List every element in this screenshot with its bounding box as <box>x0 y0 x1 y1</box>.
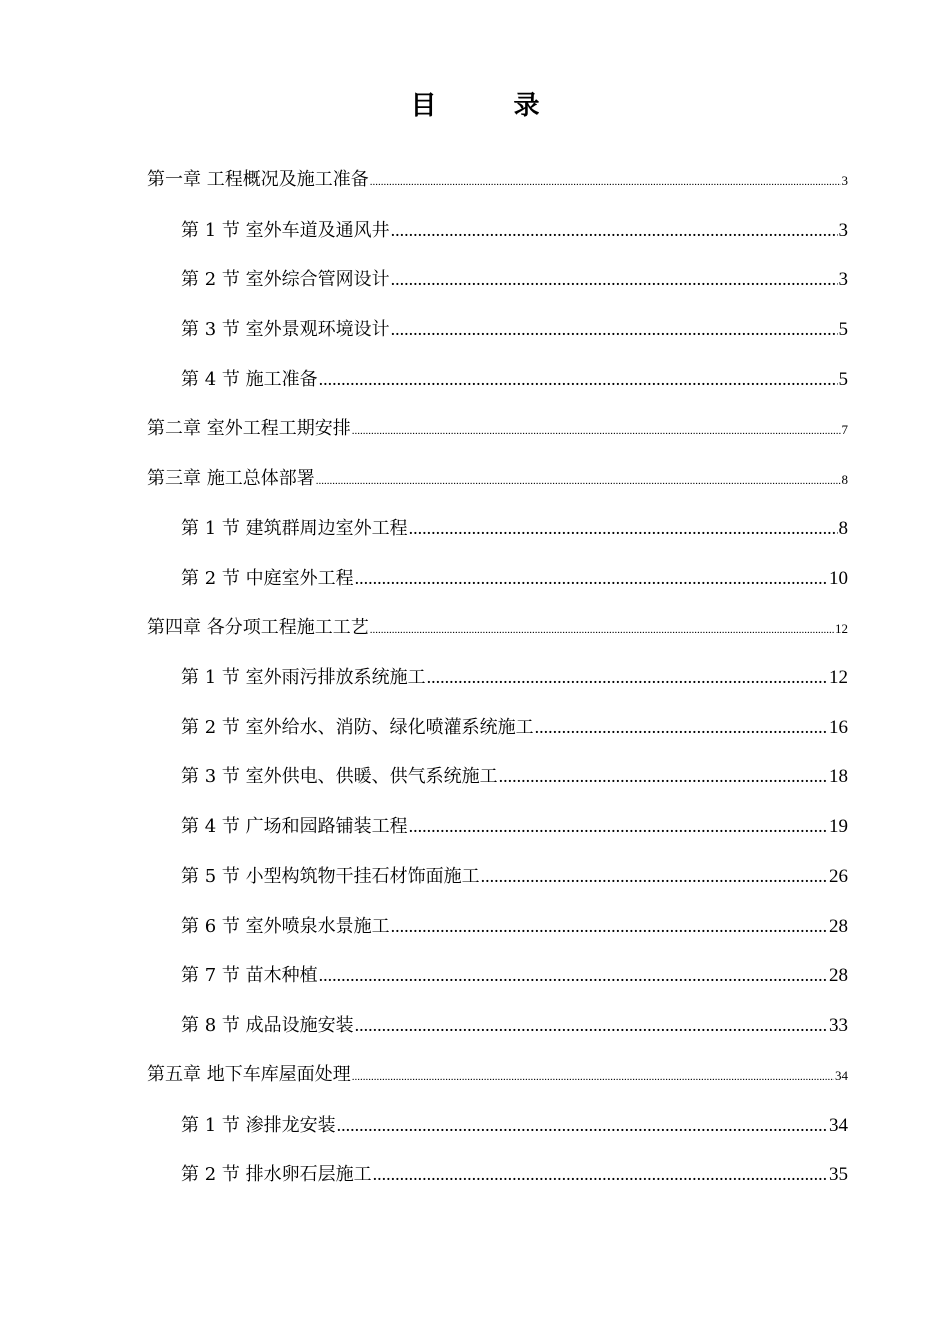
toc-entry[interactable] <box>181 1010 848 1040</box>
toc-entry-label: 第五章 地下车库屋面处理 <box>147 1064 351 1085</box>
toc-page-number: 12 <box>835 621 848 636</box>
toc-leader-dots <box>409 513 838 543</box>
toc-entry[interactable] <box>181 811 848 841</box>
toc-page-number: 34 <box>829 1115 848 1136</box>
toc-entry[interactable] <box>181 563 848 593</box>
toc-page-number: 28 <box>829 965 848 986</box>
toc-leader-dots <box>319 364 838 394</box>
toc-leader-dots <box>427 662 828 692</box>
toc-leader-dots <box>373 1159 828 1189</box>
toc-page-number: 3 <box>838 269 848 290</box>
toc-leader-dots <box>391 215 838 245</box>
toc-entry[interactable] <box>147 464 848 494</box>
toc-entry-label: 第 3 节 室外供电、供暖、供气系统施工 <box>181 766 498 787</box>
toc-entry-label: 第 7 节 苗木种植 <box>181 965 318 986</box>
toc-leader-dots <box>409 811 828 841</box>
toc-entry-label: 第 6 节 室外喷泉水景施工 <box>181 916 390 937</box>
toc-entry[interactable] <box>147 1060 848 1090</box>
toc-page-number: 8 <box>838 518 848 539</box>
toc-leader-dots <box>319 960 828 990</box>
toc-entry-label: 第 2 节 中庭室外工程 <box>181 568 354 589</box>
toc-leader-dots <box>391 264 838 294</box>
toc-entry[interactable] <box>147 165 848 195</box>
toc-page-number: 16 <box>829 717 848 738</box>
toc-entry-label: 第四章 各分项工程施工工艺 <box>147 617 369 638</box>
toc-entry[interactable] <box>147 414 848 444</box>
toc-entry[interactable] <box>181 314 848 344</box>
toc-entry-label: 第 2 节 室外综合管网设计 <box>181 269 390 290</box>
toc-leader-dots <box>370 167 841 197</box>
toc-entry[interactable] <box>181 215 848 245</box>
toc-page-number: 12 <box>829 667 848 688</box>
toc-leader-dots <box>481 861 828 891</box>
toc-page-number: 7 <box>841 422 848 437</box>
toc-leader-dots <box>391 314 838 344</box>
toc-entry-label: 第 8 节 成品设施安装 <box>181 1015 354 1036</box>
toc-entry-label: 第二章 室外工程工期安排 <box>147 418 351 439</box>
toc-page-number: 10 <box>829 568 848 589</box>
toc-entry[interactable] <box>147 613 848 643</box>
toc-entry-label: 第 2 节 排水卵石层施工 <box>181 1164 372 1185</box>
toc-entry-label: 第 3 节 室外景观环境设计 <box>181 319 390 340</box>
toc-entry[interactable] <box>181 364 848 394</box>
toc-entry-label: 第 5 节 小型构筑物干挂石材饰面施工 <box>181 866 480 887</box>
toc-page-number: 5 <box>838 319 848 340</box>
toc-leader-dots <box>499 761 828 791</box>
toc-entry-label: 第 1 节 室外雨污排放系统施工 <box>181 667 426 688</box>
toc-page-number: 34 <box>835 1068 848 1083</box>
toc-page-number: 8 <box>841 472 848 487</box>
toc-page-number: 5 <box>838 369 848 390</box>
toc-entry[interactable] <box>181 513 848 543</box>
toc-entry[interactable] <box>181 761 848 791</box>
toc-entry-label: 第三章 施工总体部署 <box>147 468 315 489</box>
toc-entry[interactable] <box>181 662 848 692</box>
toc-entry[interactable] <box>181 861 848 891</box>
toc-leader-dots <box>316 466 841 496</box>
toc-leader-dots <box>352 416 841 446</box>
toc-entry-label: 第 2 节 室外给水、消防、绿化喷灌系统施工 <box>181 717 534 738</box>
toc-leader-dots <box>352 1062 834 1092</box>
toc-leader-dots <box>355 563 828 593</box>
toc-entry[interactable] <box>181 911 848 941</box>
toc-entry-label: 第一章 工程概况及施工准备 <box>147 169 369 190</box>
toc-entry-label: 第 4 节 广场和园路铺装工程 <box>181 816 408 837</box>
toc-page-number: 18 <box>829 766 848 787</box>
toc-page-number: 3 <box>841 173 848 188</box>
toc-leader-dots <box>337 1110 828 1140</box>
toc-leader-dots <box>370 615 834 645</box>
toc-entry[interactable] <box>181 960 848 990</box>
toc-entry[interactable] <box>181 1159 848 1189</box>
toc-entry-label: 第 1 节 渗排龙安装 <box>181 1115 336 1136</box>
toc-entry[interactable] <box>181 1110 848 1140</box>
toc-entry[interactable] <box>181 264 848 294</box>
toc-page-number: 28 <box>829 916 848 937</box>
toc-page-number: 35 <box>829 1164 848 1185</box>
toc-entry-label: 第 1 节 建筑群周边室外工程 <box>181 518 408 539</box>
toc-entry[interactable] <box>181 712 848 742</box>
toc-leader-dots <box>535 712 828 742</box>
page-title: 目 录 <box>410 91 574 121</box>
toc-leader-dots <box>391 911 828 941</box>
toc-leader-dots <box>355 1010 828 1040</box>
toc-entry-label: 第 4 节 施工准备 <box>181 369 318 390</box>
toc-entry-label: 第 1 节 室外车道及通风井 <box>181 220 390 241</box>
toc-page-number: 3 <box>838 220 848 241</box>
toc-page-number: 26 <box>829 866 848 887</box>
toc-page-number: 33 <box>829 1015 848 1036</box>
toc-page-number: 19 <box>829 816 848 837</box>
